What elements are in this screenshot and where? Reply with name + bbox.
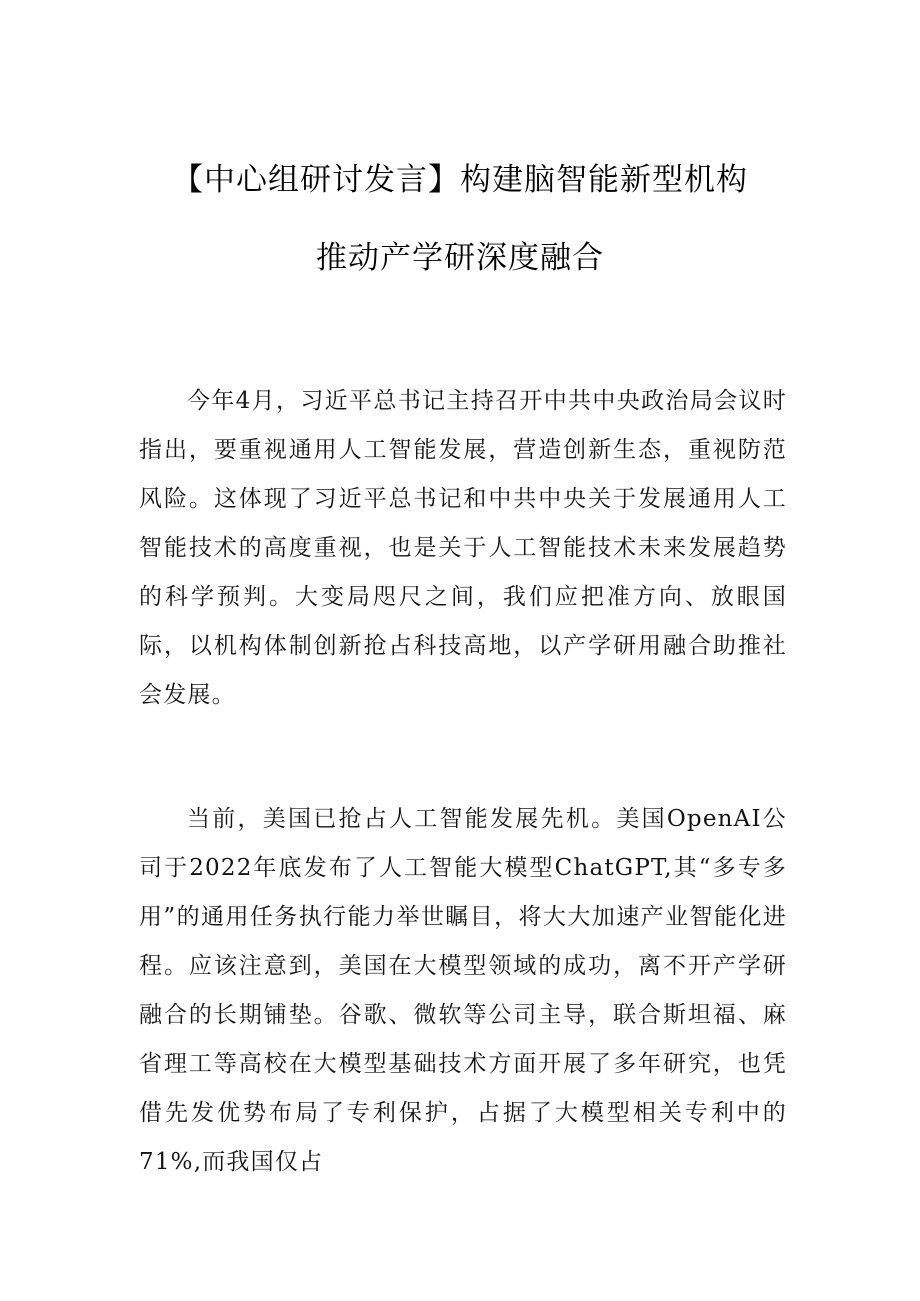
body-paragraph-1: 今年4月，习近平总书记主持召开中共中央政治局会议时指出，要重视通用人工智能发展，营造创新生态，重视防范风险。这体现了习近平总书记和中共中央关于发展通用人工智能技术的高度重视，也是关于人工智能技术未来发展趋势的科学预判。大变局咫尺之间，我们应把准方向、放眼国际，以机构体制创新抢占科技高地，以产学研用融合助推社会发展。 xyxy=(139,388,787,708)
body-paragraph-2: 当前，美国已抢占人工智能发展先机。美国OpenAI公司于2022年底发布了人工智能大模型ChatGPT,其“多专多用”的通用任务执行能力举世瞩目，将大大加速产业智能化进程。应该注意到，美国在大模型领域的成功，离不开产学研融合的长期铺垫。谷歌、微软等公司主导，联合斯坦福、麻省理工等高校在大模型基础技术方面开展了多年研究，也凭借先发优势布局了专利保护，占据了大模型相关专利中的71%,而我国仅占 xyxy=(139,806,787,1175)
document-title-line-2: 推动产学研深度融合 xyxy=(316,240,604,276)
document-title-line-1: 【中心组研讨发言】构建脑智能新型机构 xyxy=(172,162,748,198)
